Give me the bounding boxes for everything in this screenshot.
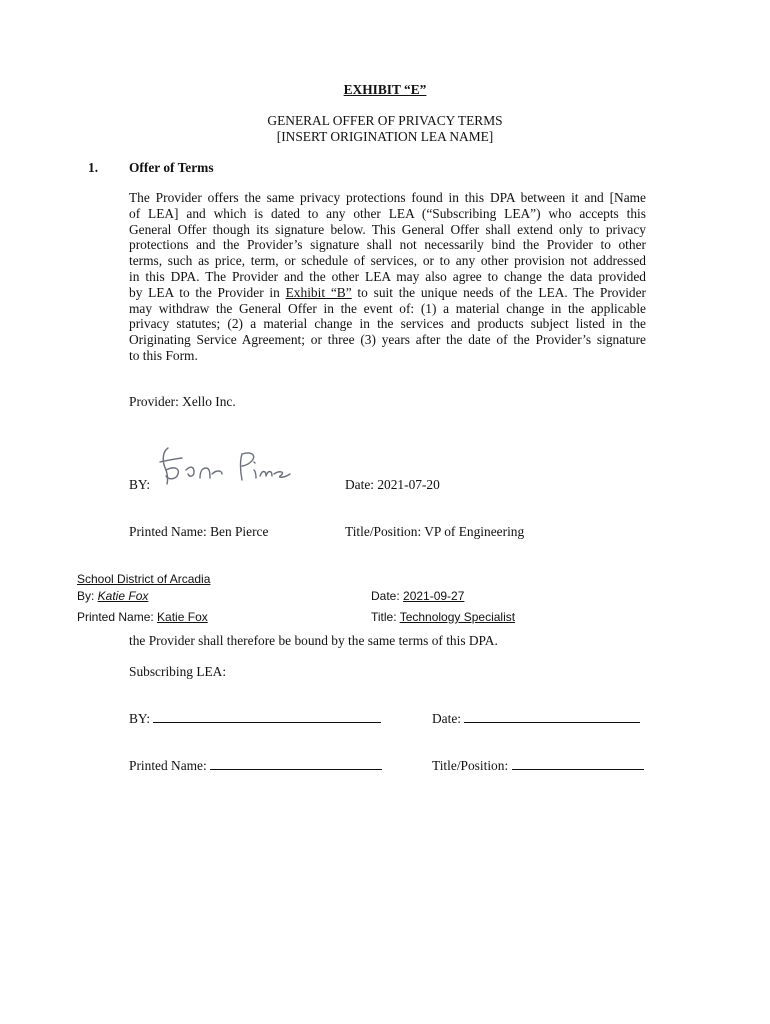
paragraph-line: Originating Service Agreement; or three (3) years after the date of the Provider’s signature <box>129 332 646 348</box>
subscriber-by-label: By: <box>77 589 98 603</box>
subscriber-title <box>371 610 515 624</box>
blank-by-label: BY: <box>129 711 154 726</box>
subscriber-printed-name <box>77 610 208 624</box>
provider-signature-image <box>150 440 300 492</box>
paragraph-line-exhibit <box>129 285 646 301</box>
blank-date-line[interactable] <box>464 710 640 723</box>
paragraph-line: of LEA] and which is dated to any other LEA (“Subscribing LEA”) who accepts this <box>129 205 646 221</box>
provider-title: Title/Position: VP of Engineering <box>345 524 525 539</box>
paragraph-text: to suit the unique needs of the LEA. The Provider <box>351 284 647 300</box>
bound-text: the Provider shall therefore be bound by the same terms of this DPA. <box>129 633 498 648</box>
paragraph-line: may withdraw the General Offer in the event of: (1) a material change in the applicable <box>129 300 646 316</box>
paragraph-text: by LEA to the Provider in <box>129 284 286 300</box>
paragraph-line: privacy statutes; (2) a material change in the services and products subject listed in the <box>129 316 646 332</box>
subscriber-name-label: Printed Name: <box>77 610 158 624</box>
paragraph-line: The Provider offers the same privacy protections found in this DPA between it and [Name <box>129 190 646 205</box>
provider-date: Date: 2021-07-20 <box>345 477 440 492</box>
provider-by-label: BY: <box>129 477 151 492</box>
blank-date-row <box>432 710 640 727</box>
heading-line-2: [INSERT ORIGINATION LEA NAME] <box>276 129 494 144</box>
subscriber-by <box>77 589 148 603</box>
subscriber-title-value[interactable]: Technology Specialist <box>399 610 516 624</box>
exhibit-b-link[interactable]: Exhibit “B” <box>285 284 352 300</box>
offer-paragraph <box>129 190 646 364</box>
blank-name-line[interactable] <box>210 757 382 770</box>
blank-name-label: Printed Name: <box>129 758 211 773</box>
section-title: Offer of Terms <box>129 160 214 175</box>
blank-title-line[interactable] <box>512 757 644 770</box>
heading-line-1: GENERAL OFFER OF PRIVACY TERMS <box>267 113 503 128</box>
subscriber-date-value[interactable]: 2021-09-27 <box>403 589 465 603</box>
paragraph-line: to this Form. <box>129 347 198 363</box>
provider-name: Provider: Xello Inc. <box>129 394 236 409</box>
provider-printed-name: Printed Name: Ben Pierce <box>129 524 269 539</box>
blank-by-row <box>129 710 381 727</box>
exhibit-title: EXHIBIT “E” <box>343 82 427 97</box>
blank-name-row <box>129 757 382 774</box>
subscribing-lea-label: Subscribing LEA: <box>129 664 227 679</box>
paragraph-line: protections and the Provider’s signature shall not necessarily bind the Provider to other <box>129 237 646 253</box>
blank-date-label: Date: <box>432 711 465 726</box>
subscriber-name-value[interactable]: Katie Fox <box>157 610 208 624</box>
blank-title-label: Title/Position: <box>432 758 512 773</box>
blank-by-line[interactable] <box>153 710 381 723</box>
subscriber-date <box>371 589 464 603</box>
subscriber-org: School District of Arcadia <box>77 572 211 586</box>
paragraph-line: in this DPA. The Provider and the other LEA may also agree to change the data provided <box>129 268 646 284</box>
section-number: 1. <box>88 160 99 175</box>
paragraph-line: terms, such as price, term, or schedule of services, or to any other provision not addressed <box>129 253 646 269</box>
subscriber-date-label: Date: <box>371 589 404 603</box>
blank-title-row <box>432 757 644 774</box>
subscriber-by-value[interactable]: Katie Fox <box>97 589 149 603</box>
subscriber-title-label: Title: <box>371 610 400 624</box>
paragraph-line: General Offer though its signature below. This General Offer shall extend only to privacy <box>129 221 646 237</box>
